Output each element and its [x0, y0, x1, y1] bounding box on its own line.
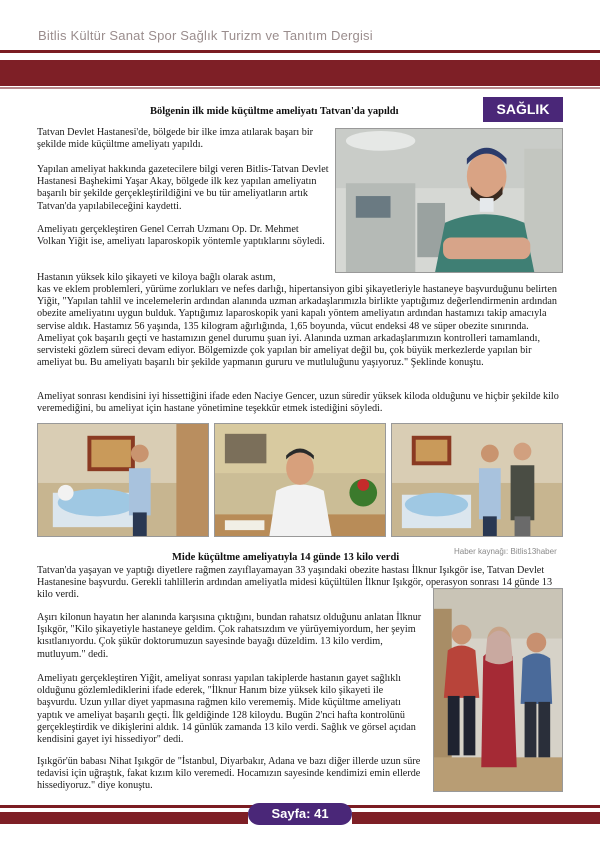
footer-band-right — [352, 812, 600, 824]
article2-paragraph-2: Aşırı kilonun hayatın her alanında karşısına çıktığını, bundan rahatsız olduğunu anlatan İlknur Işıkgör, "Kilo şikayetiyle hastaneye geldim. Çok rahatsızdım ve yürüyemiyordum, her şeyim kısıtlanıyordu. Çok şükür doktorumuzun sayesinde bayağı düzeldim. 13 kilo verdim, mutluyum." dedi. — [37, 612, 422, 660]
photo-source-caption: Haber kaynağı: Bitlis13haber — [454, 547, 557, 556]
article-paragraph-4a: Hastanın yüksek kilo şikayeti ve kiloya bağlı olarak astım, — [37, 272, 276, 283]
magazine-title: Bitlis Kültür Sanat Spor Sağlık Turizm ve Tanıtım Dergisi — [38, 28, 373, 43]
header-rule — [0, 50, 600, 53]
article-paragraph-2: Yapılan ameliyat hakkında gazetecilere bilgi veren Bitlis-Tatvan Devlet Hastanesi Başhekimi Yaşar Akay, bölgede ilk kez yapılan ameliyatın başarılı bir şekilde gerçekleştirildiğini ve bu tür ameliyatların artık Tatvan'da yapılabileceğini kaydetti. — [37, 164, 329, 212]
patient-ward-photo-1 — [37, 423, 209, 537]
surgeon-photo — [335, 128, 563, 273]
article2-paragraph-3: Ameliyatı gerçekleştiren Yiğit, ameliyat sonrası yapılan takiplerde hastanın gayet sağlıklı olduğunu gözlemlediklerini ifade ederek, "İlknur Hanım bize yüksek kilo şikayeti ile başvurdu. Uzun yıllar diyet yapmasına rağmen kilo verememiş. Mide küçültme ameliyatı yaptık ve ameliyat başarılı geçti. İlk geldiğinde 128 kiloydu. Bugün 2'nci hafta kontrolünü gerçekleştirdik ve dikişlerini aldık. 14 günlük zamanda 13 kilo verdi. Sağlık ve görsel açıdan kendisini gayet iyi hissediyor" dedi. — [37, 673, 416, 746]
patient-ward-photo-2 — [391, 423, 563, 537]
footer-band-left — [0, 812, 248, 824]
article-paragraph-1: Tatvan Devlet Hastanesi'de, bölgede bir ilke imza atılarak başarı bir şekilde mide küçültme ameliyatı yapıldı. — [37, 127, 314, 151]
article-paragraph-5: Ameliyat sonrası kendisini iyi hissettiğini ifade eden Naciye Gencer, uzun süredir yüksek kiloda olduğunu ve hiçbir şekilde kilo veremediğini, bu ameliyat için hastane yönetimine teşekkür etmek istediğini söyledi. — [37, 391, 559, 415]
article-paragraph-4b: kas ve eklem problemleri, yürüme zorlukları ve nefes darlığı, hipertansiyon gibi şikayetleriyle hastaneye başvurduğunu belirten Yiğit, "Yapılan tahlil ve incelemelerin ardından alanında uzman arkadaşlarımızla birlikte yaptığımız değerlendirmenin ardından obezite ameliyatını uygun bulduk. Yaptığımız laparoskopik yani kapalı yöntem ameliyatın ardından hastamızı takip amacıyla servise aldık. Hastamız 56 yaşında, 135 kilogram ağırlığında, 1,65 boyunda, vücut endeksi 48 ve süper obezite sınırında. Ameliyat çok başarılı geçti ve hastamızın genel durumu şuan iyi. Alanında uzman arkadaşlarımızın kontrolleri tamamlandı, servisteki gözlem süreci devam ediyor. Bölgemizde çok yapılan bir ameliyat değil bu, çok büyük merkezlerde yapılan bir ameliyat bu. Bu ameliyatı başarılı bir şekilde yapmanın gururu ve mutluluğunu yaşıyoruz." Şeklinde konuştu. — [37, 284, 557, 369]
page-number-badge: Sayfa: 41 — [248, 803, 352, 825]
patient-family-photo — [433, 588, 563, 792]
surgeon-office-photo — [214, 423, 386, 537]
article2-paragraph-4: Işıkgör'ün babası Nihat Işıkgör de "İstanbul, Diyarbakır, Adana ve bazı diğer illerde uzun süre tedavisi için uğraştık, fakat kızım kilo veremedi. Hocamızın sayesinde kendimizi emin ellerde hissediyoruz." diye konuştu. — [37, 756, 421, 792]
article2-paragraph-1: Tatvan'da yaşayan ve yaptığı diyetlere rağmen zayıflayamayan 33 yaşındaki obezite hastası İlknur Işıkgör ise, Tatvan Devlet Hastanesine başvurdu. Gerekli tahlillerin ardından ameliyatla midesi küçültülen İlknur Işıkgör, operasyon sonrası 14 günde 13 kilo verdi. — [37, 565, 553, 601]
article2-headline: Mide küçültme ameliyatıyla 14 günde 13 kilo verdi — [172, 552, 400, 563]
header-band — [0, 60, 600, 86]
article-paragraph-3: Ameliyatı gerçekleştiren Genel Cerrah Uzmanı Op. Dr. Mehmet Volkan Yiğit ise, ameliyatı laparoskopik yöntemle yaptıklarını söyledi. — [37, 224, 325, 248]
article-headline: Bölgenin ilk mide küçültme ameliyatı Tatvan'da yapıldı — [150, 106, 399, 117]
section-badge: SAĞLIK — [483, 97, 563, 122]
